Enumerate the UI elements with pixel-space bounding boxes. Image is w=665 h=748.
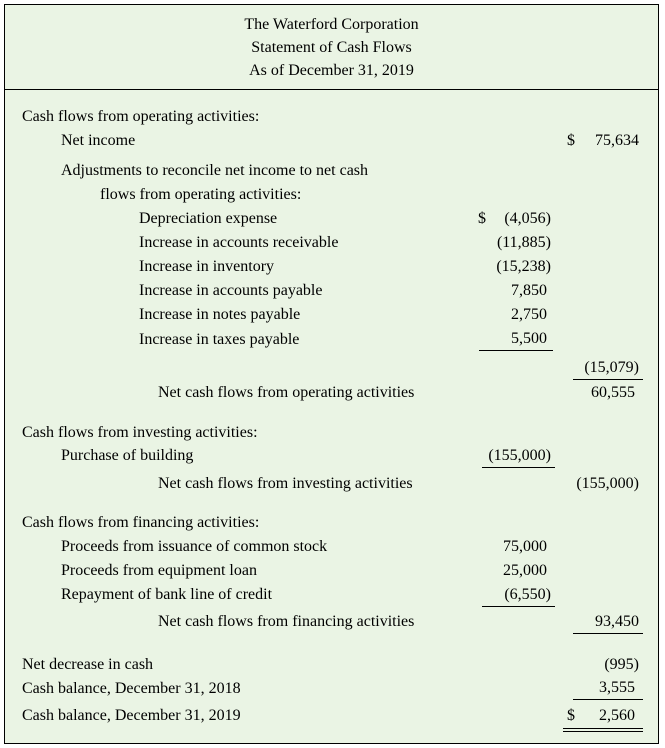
statement-date: As of December 31, 2019 [249,62,414,79]
financing-net-underline [573,633,643,634]
opening-balance-label: Cash balance, December 31, 2018 [22,680,241,697]
adjustment-value-accounts-payable: 7,850 [511,282,547,299]
adjustment-label-taxes-payable: Increase in taxes payable [139,331,300,348]
adjustments-heading-line2: flows from operating activities: [100,186,302,203]
financing-value-stock: 75,000 [503,538,547,555]
adjustment-value-notes-payable: 2,750 [511,306,547,323]
closing-balance-double-underline-bottom [563,731,643,732]
cash-flow-statement [4,4,659,744]
adjustment-currency-depreciation: $ [478,210,486,227]
adjustments-heading-line1: Adjustments to reconcile net income to net cash [61,162,369,179]
company-name: The Waterford Corporation [244,16,419,33]
closing-balance-label: Cash balance, December 31, 2019 [22,707,241,724]
opening-balance-value: 3,555 [599,679,635,696]
operating-net-value: 60,555 [591,384,635,401]
operating-section-title: Cash flows from operating activities: [22,108,260,125]
statement-title: Statement of Cash Flows [251,39,412,56]
closing-balance-currency: $ [567,707,575,724]
financing-underline [482,606,555,607]
adjustment-label-accounts-payable: Increase in accounts payable [139,282,323,299]
opening-balance-underline [573,699,643,700]
financing-label-loan: Proceeds from equipment loan [61,562,257,579]
adjustments-total-underline [573,379,643,380]
investing-net-value: (155,000) [576,475,639,492]
net-income-currency: $ [567,132,575,149]
adjustment-label-notes-payable: Increase in notes payable [139,306,301,323]
financing-value-repayment: (6,550) [504,586,551,603]
closing-balance-double-underline-top [563,728,643,729]
adjustment-value-taxes-payable: 5,500 [511,330,547,347]
financing-label-stock: Proceeds from issuance of common stock [61,538,328,555]
statement-header [5,5,658,90]
adjustment-label-inventory: Increase in inventory [139,258,275,275]
financing-label-repayment: Repayment of bank line of credit [61,586,273,603]
adjustments-underline [479,350,553,351]
investing-section-title: Cash flows from investing activities: [22,424,258,441]
adjustment-label-depreciation: Depreciation expense [139,210,278,227]
net-decrease-value: (995) [604,656,639,673]
adjustment-value-depreciation: (4,056) [504,210,551,227]
purchase-building-underline [482,467,555,468]
net-decrease-label: Net decrease in cash [22,656,154,673]
purchase-building-value: (155,000) [488,447,551,464]
financing-section-title: Cash flows from financing activities: [22,514,260,531]
adjustment-value-inventory: (15,238) [496,258,551,275]
adjustment-value-receivable: (11,885) [496,234,551,251]
net-income-value: 75,634 [595,132,639,149]
operating-net-label: Net cash flows from operating activities [158,384,415,401]
investing-net-label: Net cash flows from investing activities [158,475,413,492]
net-income-label: Net income [61,132,136,149]
adjustment-label-receivable: Increase in accounts receivable [139,234,339,251]
financing-net-value: 93,450 [595,613,639,630]
adjustments-total: (15,079) [584,359,639,376]
financing-value-loan: 25,000 [503,562,547,579]
purchase-building-label: Purchase of building [61,447,194,464]
financing-net-label: Net cash flows from financing activities [158,613,415,630]
closing-balance-value: 2,560 [599,707,635,724]
